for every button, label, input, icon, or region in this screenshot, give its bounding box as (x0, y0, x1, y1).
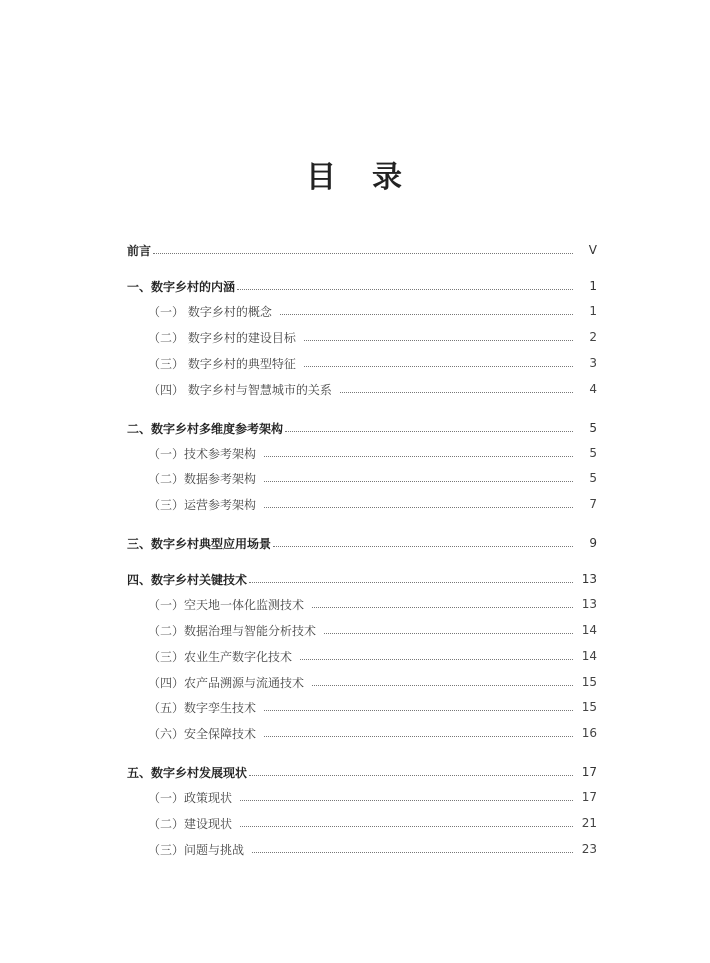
toc-page-number: 23 (581, 842, 597, 856)
dot-leader (340, 392, 573, 393)
toc-subsection-entry[interactable] (0, 813, 710, 833)
toc-entry-label: 前言 (127, 243, 152, 258)
toc-page-number: 17 (581, 765, 597, 779)
toc-page-number: 3 (589, 356, 597, 370)
toc-entry-label: （五）数字孪生技术 (148, 700, 257, 715)
toc-page-number: 16 (581, 726, 597, 740)
toc-section-entry[interactable] (0, 569, 710, 589)
toc-subsection-entry[interactable] (0, 443, 710, 463)
toc-entry-label: （三）农业生产数字化技术 (148, 649, 293, 664)
toc-entry-label: （二）数据治理与智能分析技术 (148, 623, 317, 638)
toc-subsection-entry[interactable] (0, 697, 710, 717)
toc-entry-label: 五、数字乡村发展现状 (127, 765, 248, 780)
toc-entry-label: （一） 数字乡村的概念 (148, 304, 272, 319)
toc-subsection-entry[interactable] (0, 646, 710, 666)
toc-page-number: 1 (589, 304, 597, 318)
toc-subsection-entry[interactable] (0, 379, 710, 399)
toc-entry-label: （三）问题与挑战 (148, 842, 245, 857)
toc-entry-label: （一）政策现状 (148, 790, 233, 805)
toc-subsection-entry[interactable] (0, 839, 710, 859)
toc-section-entry[interactable] (0, 276, 710, 296)
dot-leader (312, 685, 573, 686)
toc-page-number: 5 (589, 471, 597, 485)
dot-leader (240, 826, 573, 827)
dot-leader (273, 546, 573, 547)
dot-leader (264, 507, 573, 508)
toc-page-number: 7 (589, 497, 597, 511)
dot-leader (264, 481, 573, 482)
dot-leader (153, 253, 573, 254)
toc-subsection-entry[interactable] (0, 723, 710, 743)
toc-subsection-entry[interactable] (0, 353, 710, 373)
toc-subsection-entry[interactable] (0, 327, 710, 347)
dot-leader (264, 736, 573, 737)
dot-leader (324, 633, 573, 634)
toc-subsection-entry[interactable] (0, 301, 710, 321)
page-title-char-2: 录 (372, 160, 404, 195)
toc-entry-label: （四） 数字乡村与智慧城市的关系 (148, 382, 332, 397)
toc-entry-label: （三）运营参考架构 (148, 497, 257, 512)
toc-page-number: 17 (581, 790, 597, 804)
dot-leader (264, 456, 573, 457)
dot-leader (249, 582, 573, 583)
toc-page-number: 2 (589, 330, 597, 344)
dot-leader (300, 659, 573, 660)
toc-page-number: 14 (581, 623, 597, 637)
toc-entry-label: （二）数据参考架构 (148, 471, 257, 486)
toc-page-number: 13 (581, 572, 597, 586)
toc-page-number: 15 (581, 675, 597, 689)
toc-subsection-entry[interactable] (0, 672, 710, 692)
toc-page-number: 13 (581, 597, 597, 611)
toc-subsection-entry[interactable] (0, 594, 710, 614)
toc-entry-label: （六）安全保障技术 (148, 726, 257, 741)
toc-entry-label: （二） 数字乡村的建设目标 (148, 330, 296, 345)
toc-page-number: 15 (581, 700, 597, 714)
toc-subsection-entry[interactable] (0, 468, 710, 488)
toc-entry-label: （一）技术参考架构 (148, 446, 257, 461)
toc-page-number: 5 (589, 421, 597, 435)
dot-leader (285, 431, 573, 432)
toc-page-number: 4 (589, 382, 597, 396)
dot-leader (304, 366, 573, 367)
toc-section-entry[interactable] (0, 418, 710, 438)
toc-section-entry[interactable] (0, 240, 710, 260)
toc-page-number: 21 (581, 816, 597, 830)
toc-page-number: 1 (589, 279, 597, 293)
toc-subsection-entry[interactable] (0, 494, 710, 514)
dot-leader (240, 800, 573, 801)
dot-leader (280, 314, 573, 315)
toc-section-entry[interactable] (0, 762, 710, 782)
toc-subsection-entry[interactable] (0, 620, 710, 640)
page-title-char-1: 目 (306, 160, 338, 195)
dot-leader (312, 607, 573, 608)
toc-entry-label: （四）农产品溯源与流通技术 (148, 675, 305, 690)
toc-page-number: V (588, 243, 597, 257)
toc-entry-label: 三、数字乡村典型应用场景 (127, 536, 272, 551)
toc-entry-label: （二）建设现状 (148, 816, 233, 831)
toc-entry-label: 一、数字乡村的内涵 (127, 279, 236, 294)
toc-page-number: 9 (589, 536, 597, 550)
toc-page-number: 5 (589, 446, 597, 460)
dot-leader (264, 710, 573, 711)
dot-leader (252, 852, 573, 853)
toc-section-entry[interactable] (0, 533, 710, 553)
toc-page-number: 14 (581, 649, 597, 663)
toc-entry-label: （一）空天地一体化监测技术 (148, 597, 305, 612)
toc-entry-label: 二、数字乡村多维度参考架构 (127, 421, 284, 436)
toc-entry-label: （三） 数字乡村的典型特征 (148, 356, 296, 371)
dot-leader (237, 289, 573, 290)
dot-leader (304, 340, 573, 341)
dot-leader (249, 775, 573, 776)
toc-entry-label: 四、数字乡村关键技术 (127, 572, 248, 587)
toc-subsection-entry[interactable] (0, 787, 710, 807)
